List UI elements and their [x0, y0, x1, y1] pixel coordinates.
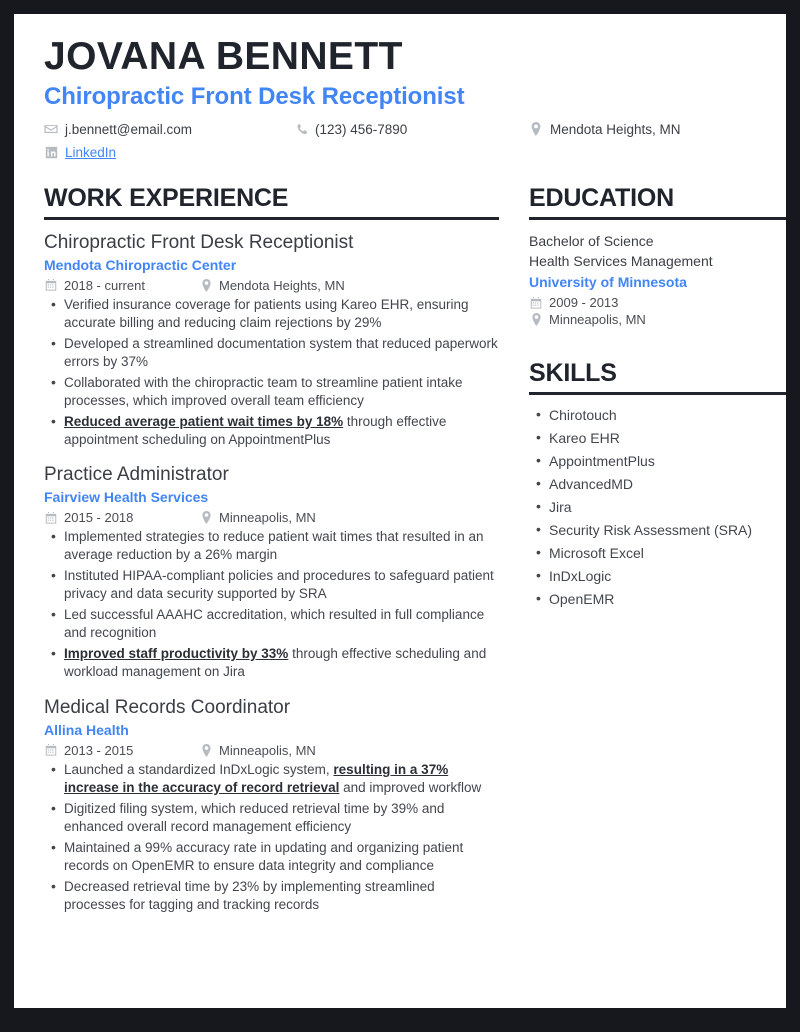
education-dates: 2009 - 2013 — [549, 295, 619, 311]
skill-item: • Microsoft Excel — [529, 544, 786, 563]
contact-location-text: Mendota Heights, MN — [550, 121, 681, 137]
job-company: Fairview Health Services — [44, 489, 209, 506]
bullet-text: Instituted HIPAA-compliant policies and procedures to safeguard patient privacy and data security supported by SRA — [64, 568, 494, 602]
calendar-icon — [529, 296, 543, 310]
job-dates-wrap — [44, 278, 199, 293]
bullet-text: Developed a streamlined documentation system that reduced paperwork errors by 37% — [64, 335, 498, 369]
job-entry — [44, 696, 499, 914]
candidate-headline: Chiropractic Front Desk Receptionist — [44, 83, 465, 111]
bullet-text: Maintained a 99% accuracy rate in updating and organizing patient records on OpenEMR to ensure data integrity and compliance — [64, 839, 464, 873]
location-pin-icon — [199, 511, 213, 525]
bullet-highlight: Reduced average patient wait times by 18% — [64, 413, 344, 429]
job-bullet — [44, 296, 499, 332]
job-bullet — [44, 878, 499, 914]
job-entry — [44, 231, 499, 449]
job-bullet — [44, 528, 499, 564]
bullet-text: Decreased retrieval time by 23% by implementing streamlined processes for tagging and tracking records — [64, 878, 435, 912]
contact-email[interactable] — [44, 122, 294, 137]
section-divider — [529, 217, 786, 220]
skill-item: • AppointmentPlus — [529, 452, 786, 471]
contact-email-text: j.bennett@email.com — [65, 121, 193, 137]
contact-phone-text: (123) 456-7890 — [315, 121, 408, 137]
linkedin-icon — [44, 145, 58, 159]
bullet-text: Launched a standardized InDxLogic system, — [64, 761, 334, 777]
resume-header — [44, 36, 756, 160]
skill-item: • Chirotouch — [529, 406, 786, 425]
job-location: Minneapolis, MN — [219, 510, 316, 526]
work-experience-title: WORK EXPERIENCE — [44, 183, 289, 212]
job-company: Allina Health — [44, 721, 129, 738]
job-bullet — [44, 335, 499, 371]
skills-list — [529, 406, 786, 608]
job-bullet — [44, 761, 499, 797]
location-pin-icon — [529, 122, 543, 136]
phone-icon — [294, 122, 308, 136]
location-pin-icon — [529, 313, 543, 327]
bullet-text: Digitized filing system, which reduced retrieval time by 39% and enhanced overall record management efficiency — [64, 800, 445, 834]
contact-linkedin-link[interactable]: LinkedIn — [65, 144, 117, 160]
contact-info-row — [44, 122, 756, 160]
right-column — [529, 183, 786, 929]
job-dates-wrap — [44, 510, 199, 525]
job-title: Practice Administrator — [44, 464, 229, 486]
education-dates-wrap — [529, 295, 786, 310]
location-pin-icon — [199, 278, 213, 292]
bullet-highlight: Improved staff productivity by 33% — [64, 646, 289, 662]
job-location-wrap — [199, 278, 345, 293]
contact-location — [529, 122, 749, 137]
bullet-text: Collaborated with the chiropractic team to streamline patient intake processes, which improved overall team efficiency — [64, 374, 463, 408]
education-location: Minneapolis, MN — [549, 312, 646, 328]
job-dates-wrap — [44, 743, 199, 758]
education-section — [529, 183, 786, 328]
job-entry — [44, 463, 499, 681]
job-company: Mendota Chiropractic Center — [44, 256, 237, 273]
job-meta — [44, 743, 499, 758]
section-divider — [44, 217, 499, 220]
job-bullet — [44, 606, 499, 642]
education-field: Health Services Management — [529, 253, 713, 270]
contact-linkedin[interactable] — [44, 145, 294, 160]
skills-section — [529, 361, 786, 608]
skill-item: • Jira — [529, 498, 786, 517]
job-dates: 2018 - current — [64, 277, 145, 293]
candidate-name: JOVANA BENNETT — [44, 35, 403, 78]
bullet-text: Implemented strategies to reduce patient wait times that resulted in an average reduction by a 26% margin — [64, 529, 484, 563]
job-dates: 2015 - 2018 — [64, 510, 134, 526]
work-experience-section — [44, 183, 499, 929]
job-title: Medical Records Coordinator — [44, 697, 291, 719]
skill-item: • InDxLogic — [529, 567, 786, 586]
calendar-icon — [44, 743, 58, 757]
job-dates: 2013 - 2015 — [64, 742, 134, 758]
job-bullet-list — [44, 528, 499, 681]
job-location: Mendota Heights, MN — [219, 277, 345, 293]
bullet-highlight: resulting in a 37% increase in the accuracy of record retrieval — [64, 761, 449, 795]
job-bullet — [44, 839, 499, 875]
bullet-text: Led successful AAAHC accreditation, which resulted in full compliance and recognition — [64, 607, 485, 641]
job-meta — [44, 510, 499, 525]
bullet-text: through effective scheduling and workload management on Jira — [64, 646, 487, 680]
skill-item: • Kareo EHR — [529, 429, 786, 448]
job-bullet — [44, 374, 499, 410]
education-location-wrap — [529, 312, 786, 327]
bullet-text: Verified insurance coverage for patients using Kareo EHR, ensuring accurate billing and reducing claim rejections by 29% — [64, 296, 469, 330]
job-bullet — [44, 645, 499, 681]
skill-item: • AdvancedMD — [529, 475, 786, 494]
job-location-wrap — [199, 510, 316, 525]
education-degree: Bachelor of Science — [529, 232, 654, 249]
calendar-icon — [44, 511, 58, 525]
education-school: University of Minnesota — [529, 273, 687, 290]
skill-item: • OpenEMR — [529, 590, 786, 609]
resume-page — [14, 14, 786, 1008]
job-bullet — [44, 413, 499, 449]
job-location-wrap — [199, 743, 316, 758]
section-divider — [529, 392, 786, 395]
skills-title: SKILLS — [529, 359, 617, 388]
job-location: Minneapolis, MN — [219, 742, 316, 758]
education-title: EDUCATION — [529, 183, 674, 212]
bullet-text: through effective appointment scheduling on AppointmentPlus — [64, 413, 447, 447]
envelope-icon — [44, 122, 58, 136]
job-bullet — [44, 567, 499, 603]
resume-body — [44, 183, 756, 929]
skill-item: • Security Risk Assessment (SRA) — [529, 521, 786, 540]
job-meta — [44, 278, 499, 293]
bullet-text: and improved workflow — [339, 779, 482, 795]
location-pin-icon — [199, 743, 213, 757]
job-bullet — [44, 800, 499, 836]
job-bullet-list — [44, 761, 499, 914]
job-title: Chiropractic Front Desk Receptionist — [44, 231, 354, 253]
calendar-icon — [44, 278, 58, 292]
job-bullet-list — [44, 296, 499, 449]
contact-phone[interactable] — [294, 122, 529, 137]
